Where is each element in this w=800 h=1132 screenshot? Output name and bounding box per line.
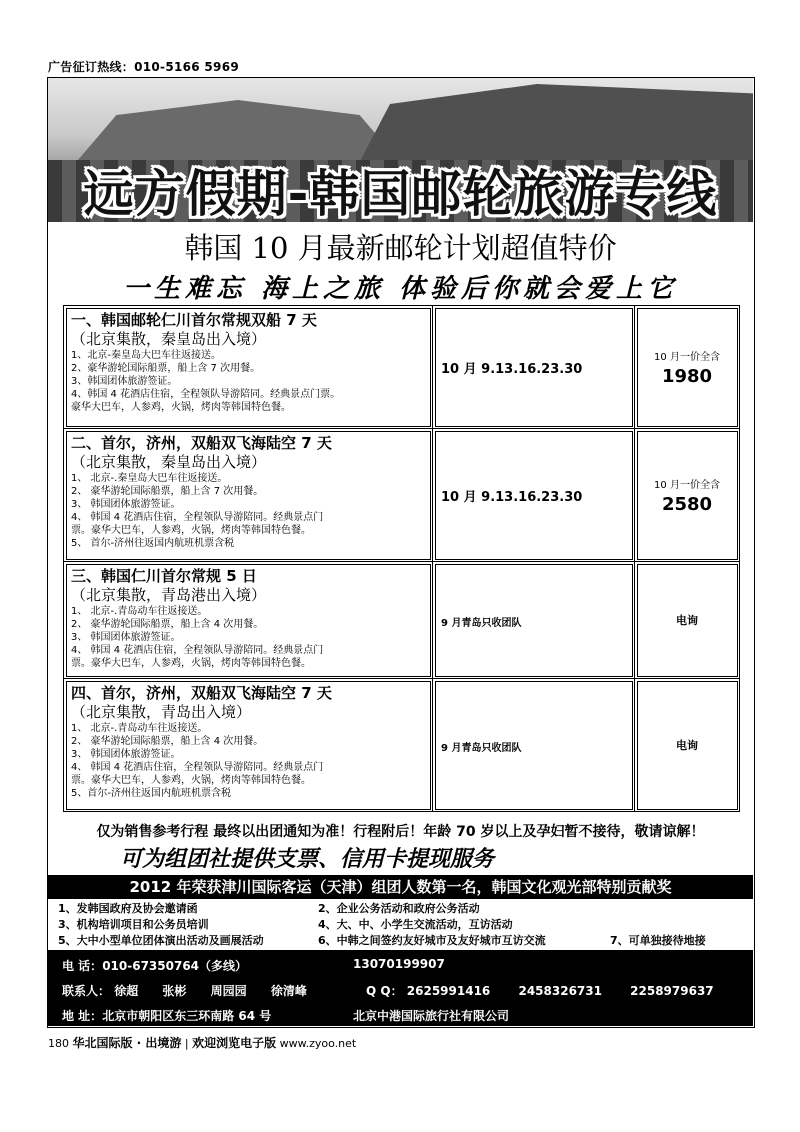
activities: [58, 900, 748, 948]
tour-price-cell: [635, 306, 740, 429]
tour-item: 2、 豪华游轮国际船票，船上含 4 次用餐。: [71, 619, 264, 630]
ad-hotline: 广告征订热线：010-5166 5969: [48, 60, 240, 74]
tour-item: 3、 韩国团体旅游签证。: [71, 749, 181, 760]
tour-info: [64, 306, 433, 429]
site-url[interactable]: www.zyoo.net: [279, 1037, 357, 1050]
tour-dates: 10 月 9.13.16.23.30: [441, 489, 583, 505]
tour-price-cell: [635, 429, 740, 562]
tour-dates-cell: [433, 679, 635, 812]
tour-row: [64, 306, 740, 429]
page-number: 180: [48, 1037, 69, 1050]
tour-title: 一、韩国邮轮仁川首尔常规双船 7 天: [71, 311, 317, 329]
tour-dates: 10 月 9.13.16.23.30: [441, 361, 583, 377]
tour-price-cell: [635, 562, 740, 679]
tour-item: 4、韩国 4 花酒店住宿，全程领队导游陪同。经典景点门票。: [71, 389, 341, 400]
tour-info: [64, 562, 433, 679]
qq-number: 2258979637: [630, 984, 714, 998]
company-name: 北京中港国际旅行社有限公司: [353, 1009, 510, 1023]
tour-item: 4、 韩国 4 花酒店住宿，全程领队导游陪同。经典景点门: [71, 762, 324, 773]
banner-image: [48, 78, 753, 222]
tour-item: 2、豪华游轮国际船票，船上含 7 次用餐。: [71, 363, 261, 374]
tour-item: 2、 豪华游轮国际船票，船上含 4 次用餐。: [71, 736, 264, 747]
activity-item: 3、机构培训项目和公务员培训: [58, 918, 209, 931]
tour-departure: （北京集散，秦皇岛出入境）: [71, 453, 267, 471]
tour-item: 1、 北京-.秦皇岛大巴车往返接送。: [71, 473, 228, 484]
tour-item: 1、 北京-.青岛动车往返接送。: [71, 723, 208, 734]
notice: 仅为销售参考行程 最终以出团通知为准！行程附后！年龄 70 岁以上及孕妇暂不接待，敬请谅解！: [96, 824, 705, 840]
tour-item: 票。豪华大巴车，人参鸡，火锅，烤肉等韩国特色餐。: [71, 658, 311, 669]
activity-item: 2、企业公务活动和政府公务活动: [318, 902, 480, 915]
address-label: 地 址：: [62, 1009, 103, 1023]
activity-item: 4、大、中、小学生交流活动，互访活动: [318, 918, 513, 931]
tour-dates: 9 月青岛只收团队: [441, 742, 522, 754]
tour-item: 5、首尔-济州往返国内航班机票含税: [71, 788, 231, 799]
tour-item: 3、 韩国团体旅游签证。: [71, 632, 181, 643]
tour-departure: （北京集散，青岛出入境）: [71, 703, 252, 721]
price-value: 电询: [676, 614, 698, 627]
contact-name: 张彬: [162, 984, 187, 998]
contact-name: 周园园: [210, 984, 247, 998]
activity-item: 1、发韩国政府及协会邀请函: [58, 902, 198, 915]
tour-table: [63, 305, 740, 812]
tour-item: 5、 首尔-济州往返国内航班机票含税: [71, 538, 235, 549]
qq-number: 2458326731: [518, 984, 602, 998]
tour-row: [64, 562, 740, 679]
slogan: 一生难忘 海上之旅 体验后你就会爱上它: [122, 274, 679, 304]
tour-info: [64, 679, 433, 812]
tour-item: 1、 北京-.青岛动车往返接送。: [71, 606, 208, 617]
tour-departure: （北京集散，秦皇岛出入境）: [71, 330, 267, 348]
welcome-text: 欢迎浏览电子版: [192, 1036, 277, 1050]
tour-title: 二、首尔，济州，双船双飞海陆空 7 天: [71, 434, 332, 452]
tour-item: 1、北京-秦皇岛大巴车往返接送。: [71, 350, 221, 361]
tour-row: [64, 429, 740, 562]
tour-dates-cell: [433, 306, 635, 429]
tour-title: 四、首尔，济州，双船双飞海陆空 7 天: [71, 684, 332, 702]
page-footer: [48, 1034, 356, 1051]
tour-row: [64, 679, 740, 812]
roof-left: [78, 100, 398, 160]
tour-item: 票。豪华大巴车，人参鸡，火锅，烤肉等韩国特色餐。: [71, 775, 311, 786]
activity-item: 6、中韩之间签约友好城市及友好城市互访交流: [318, 934, 546, 947]
activity-item: 7、可单独接待地接: [610, 934, 706, 947]
qq-label: Q Q：: [366, 984, 403, 998]
price-label: 10 月一价全含: [654, 351, 720, 363]
mobile-number: 13070199907: [353, 957, 445, 971]
tour-item: 票。豪华大巴车，人参鸡，火锅，烤肉等韩国特色餐。: [71, 525, 311, 536]
contact-name: 徐超: [114, 984, 139, 998]
price-value: 电询: [676, 739, 698, 752]
tour-item: 3、 韩国团体旅游签证。: [71, 499, 181, 510]
qq-number: 2625991416: [406, 984, 491, 998]
tour-dates-cell: [433, 562, 635, 679]
banner-title: 远方假期-韩国邮轮旅游专线: [83, 165, 718, 222]
tour-price-cell: [635, 679, 740, 812]
service-line: 可为组团社提供支票、信用卡提现服务: [120, 847, 495, 872]
tour-item: 3、韩国团体旅游签证。: [71, 376, 178, 387]
phone-number: 010-67350764（多线）: [102, 959, 248, 973]
tour-dates: 9 月青岛只收团队: [441, 617, 522, 629]
award-bar: 2012 年荣获津川国际客运（天津）组团人数第一名，韩国文化观光部特别贡献奖: [48, 875, 753, 899]
tour-title: 三、韩国仁川首尔常规 5 日: [71, 567, 257, 585]
contact-box: [48, 950, 753, 1026]
phone-label: 电 话：: [62, 959, 103, 973]
contacts-label: 联系人：: [62, 984, 111, 998]
footer-separator: |: [184, 1037, 189, 1050]
subtitle: 韩国 10 月最新邮轮计划超值特价: [184, 231, 617, 265]
activity-item: 5、大中小型单位团体演出活动及画展活动: [58, 934, 264, 947]
address: 北京市朝阳区东三环南路 64 号: [102, 1009, 272, 1023]
tour-info: [64, 429, 433, 562]
tour-item: 2、 豪华游轮国际船票，船上含 7 次用餐。: [71, 486, 264, 497]
tour-dates-cell: [433, 429, 635, 562]
price-value: 1980: [661, 365, 713, 387]
tour-item: 豪华大巴车，人参鸡，火锅，烤肉等韩国特色餐。: [71, 402, 291, 413]
tour-departure: （北京集散，青岛港出入境）: [71, 586, 267, 604]
price-value: 2580: [661, 493, 713, 515]
tour-item: 4、 韩国 4 花酒店住宿，全程领队导游陪同。经典景点门: [71, 512, 324, 523]
magazine-name: 华北国际版 · 出境游: [72, 1036, 182, 1050]
tour-item: 4、 韩国 4 花酒店住宿，全程领队导游陪同。经典景点门: [71, 645, 324, 656]
price-label: 10 月一价全含: [654, 479, 720, 491]
contact-name: 徐清峰: [270, 984, 307, 998]
